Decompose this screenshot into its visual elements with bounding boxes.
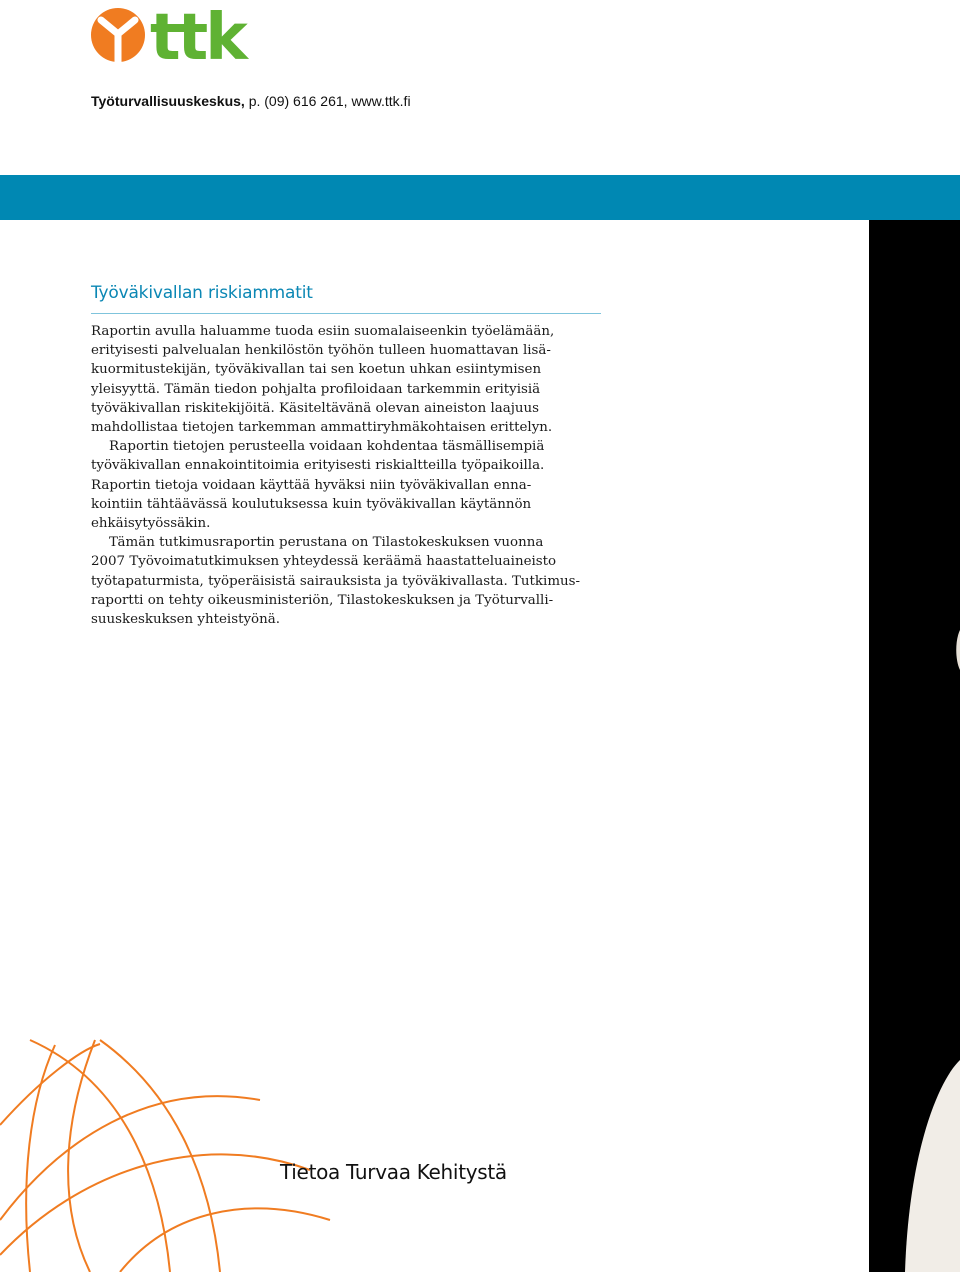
ttk-logo-text: ttk [150, 4, 245, 66]
ttk-logo [90, 4, 254, 66]
header-band [0, 175, 960, 220]
body-line: raportti on tehty oikeusministeriön, Tilastokeskuksen ja Työturvalli- [91, 592, 554, 608]
body-line: 2007 Työvoimatutkimuksen yhteydessä keräämä haastatteluaineisto [91, 554, 557, 570]
body-line: työtapaturmista, työperäisistä sairauksista ja työväkivallasta. Tutkimus- [91, 573, 581, 589]
body-line: erityisesti palvelualan henkilöstön työhön tulleen huomattavan lisä- [91, 343, 551, 359]
body-line: ehkäisytyössäkin. [91, 516, 211, 532]
contact-line [91, 93, 411, 109]
body-line: työväkivallan ennakointitoimia erityisesti riskialtteilla työpaikoilla. [91, 458, 545, 474]
contact-details: p. (09) 616 261, www.ttk.fi [244, 93, 411, 109]
body-line: Raportin tietoja voidaan käyttää hyväksi niin työväkivallan enna- [91, 477, 532, 493]
body-line: mahdollistaa tietojen tarkemman ammattiryhmäkohtaisen erittelyn. [91, 420, 553, 436]
ttk-emblem-icon [91, 8, 145, 62]
cover-image-fragment [869, 220, 960, 1272]
body-line: Tämän tutkimusraportin perustana on Tilastokeskuksen vuonna [109, 535, 544, 551]
cover-image-panel [869, 220, 960, 1272]
body-line: kuormitustekijän, työväkivallan tai sen koetun uhkan esiintymisen [91, 362, 542, 378]
body-line: Raportin avulla haluamme tuoda esiin suomalaiseenkin työelämään, [91, 324, 555, 339]
body-line: suuskeskuksen yhteistyönä. [91, 612, 280, 628]
body-line: yleisyyttä. Tämän tiedon pohjalta profiloidaan tarkemmin erityisiä [91, 381, 541, 397]
body-line: kointiin tähtäävässä koulutuksessa kuin työväkivallan käytännön [91, 496, 532, 512]
organization-name: Työturvallisuuskeskus, [91, 93, 245, 109]
section-heading: Työväkivallan riskiammatit [91, 283, 313, 303]
body-line: työväkivallan riskitekijöitä. Käsiteltävänä olevan aineiston laajuus [91, 400, 539, 416]
decorative-arcs [0, 1020, 420, 1272]
body-line: Raportin tietojen perusteella voidaan kohdentaa täsmällisempiä [109, 439, 545, 455]
slogan: Tietoa Turvaa Kehitystä [280, 1160, 507, 1184]
body-text [91, 322, 611, 629]
heading-divider [91, 313, 601, 314]
